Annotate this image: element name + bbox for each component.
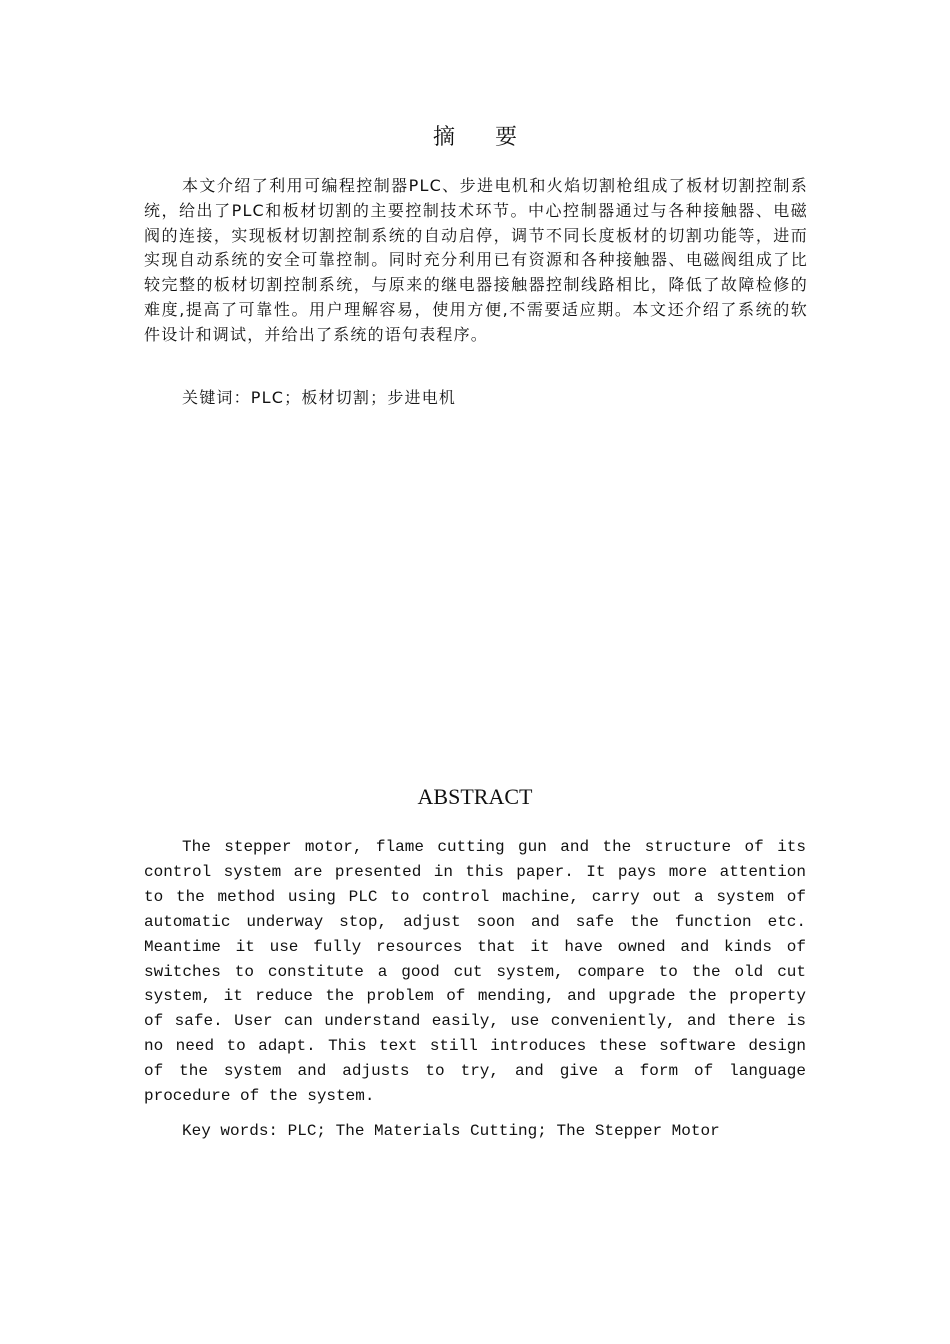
chinese-keywords: 关键词：PLC；板材切割；步进电机: [182, 388, 457, 407]
english-abstract-paragraph: The stepper motor, flame cutting gun and the structure of its control system are presented in this paper. It pays more attention to the method using PLC to control machine, carry out a system of automatic underway stop, adjust soon and safe the function etc. Meantime it use fully resources that it have owned and kinds of switches to constitute a good cut system, compare to the old cut system, it reduce the problem of mending, and upgrade the property of safe. User can understand easily, use conveniently, and there is no need to adapt. This text still introduces these software design of the system and adjusts to try, and give a form of language procedure of the system.: [144, 838, 806, 1106]
chinese-abstract-paragraph: 本文介绍了利用可编程控制器PLC、步进电机和火焰切割枪组成了板材切割控制系统，给出了PLC和板材切割的主要控制技术环节。中心控制器通过与各种接触器、电磁阀的连接，实现板材切割控制系统的自动启停，调节不同长度板材的切割功能等，进而实现自动系统的安全可靠控制。同时充分利用已有资源和各种接触器、电磁阀组成了比较完整的板材切割控制系统，与原来的继电器接触器控制线路相比，降低了故障检修的难度,提高了可靠性。用户理解容易，使用方便,不需要适应期。本文还介绍了系统的软件设计和调试，并给出了系统的语句表程序。: [144, 176, 808, 344]
english-abstract-title: ABSTRACT: [417, 784, 533, 809]
english-abstract-body: [144, 835, 806, 1109]
chinese-abstract-title: 摘要: [432, 125, 557, 150]
chinese-abstract-body: [144, 174, 808, 348]
english-keywords: Key words: PLC; The Materials Cutting; The Stepper Motor: [182, 1122, 720, 1140]
